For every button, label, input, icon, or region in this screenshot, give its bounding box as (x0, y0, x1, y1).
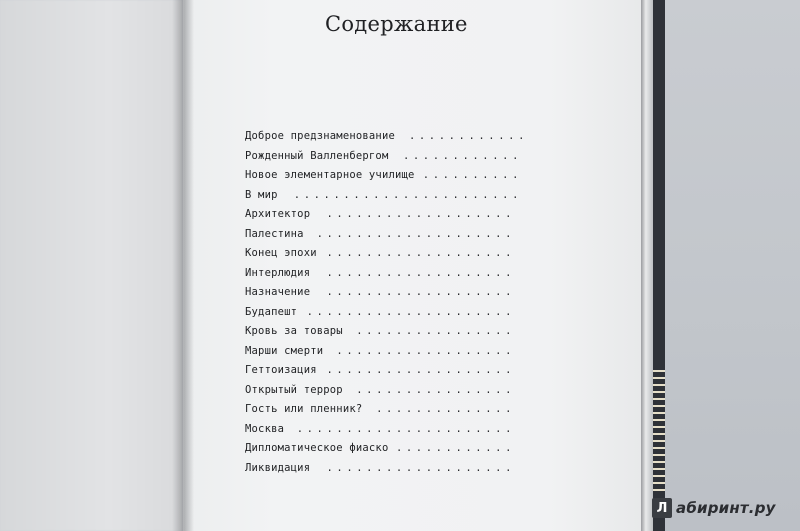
toc-entry-title: Архитектор (245, 208, 311, 220)
cover-stripe (653, 482, 665, 484)
cover-stripe (653, 398, 665, 400)
cover-stripe (653, 461, 665, 463)
previous-page (0, 0, 182, 531)
toc-leader-dots: ................ (356, 325, 515, 337)
toc-leader-dots: .............. (376, 403, 515, 415)
toc-entry-title: Назначение (245, 286, 311, 298)
toc-leader-dots: ................... (326, 208, 515, 220)
toc-entry-title: Палестина (245, 227, 304, 240)
cover-stripe (653, 475, 665, 477)
page-edge (641, 0, 653, 531)
toc-entry-title: Будапешт (245, 305, 298, 318)
toc-entry-title: Новое элементарное училище (245, 169, 415, 181)
toc-leader-dots: ............ (408, 130, 528, 142)
cover-stripe (653, 377, 665, 379)
blurred-text-line (10, 28, 13, 38)
toc-entry-title: Открытый террор (245, 383, 343, 396)
cover-stripe (653, 384, 665, 386)
cover-stripe (653, 440, 665, 442)
toc-leader-dots: ................... (326, 461, 515, 474)
toc-leader-dots: ............ (395, 442, 515, 454)
toc-leader-dots: ..................... (306, 305, 515, 318)
toc-leader-dots: ................ (356, 383, 515, 396)
cover-stripe (653, 426, 665, 428)
cover-stripe (653, 391, 665, 393)
toc-entry-title: Рожденный Валленбергом (245, 149, 389, 162)
cover-stripe (653, 433, 665, 435)
cover-stripe (653, 370, 665, 372)
toc-leader-dots: .......... (422, 169, 522, 181)
toc-leader-dots: ...................... (296, 422, 515, 435)
cover-stripe (653, 454, 665, 456)
toc-leader-dots: ................... (326, 286, 515, 298)
toc-leader-dots: .................. (336, 344, 515, 357)
toc-entry-title: Геттоизация (245, 364, 317, 376)
watermark-logo: Л (652, 498, 672, 518)
toc-leader-dots: ................... (326, 247, 515, 259)
toc-leader-dots: ................... (326, 364, 515, 376)
cover-stripe (653, 412, 665, 414)
watermark-text: абиринт.ру (676, 499, 776, 517)
toc-entry-title: Дипломатическое фиаско (245, 442, 389, 454)
watermark (652, 495, 797, 521)
toc-leader-dots: ................... (326, 266, 515, 279)
book-cover-edge (653, 0, 665, 531)
background (665, 0, 800, 531)
cover-stripe (653, 468, 665, 470)
toc-entry-title: Ликвидация (245, 461, 311, 474)
page-title: Содержание (325, 12, 468, 36)
toc-entry-title: Доброе предзнаменование (245, 130, 395, 142)
toc-leader-dots: ............ (402, 149, 522, 162)
toc-entry-title: В мир (245, 188, 278, 201)
toc-leader-dots: ....................... (293, 188, 522, 201)
toc-entry-title: Москва (245, 422, 285, 435)
toc-entry-title: Марши смерти (245, 344, 324, 357)
toc-entry-title: Интерлюдия (245, 266, 311, 279)
toc-entry-title: Кровь за товары (245, 325, 343, 337)
toc-leader-dots: .................... (316, 227, 515, 240)
toc-entry-title: Гость или пленник? (245, 403, 363, 415)
cover-stripe (653, 489, 665, 491)
cover-stripe (653, 447, 665, 449)
cover-stripe (653, 405, 665, 407)
toc-entry-title: Конец эпохи (245, 247, 317, 259)
cover-stripe (653, 419, 665, 421)
